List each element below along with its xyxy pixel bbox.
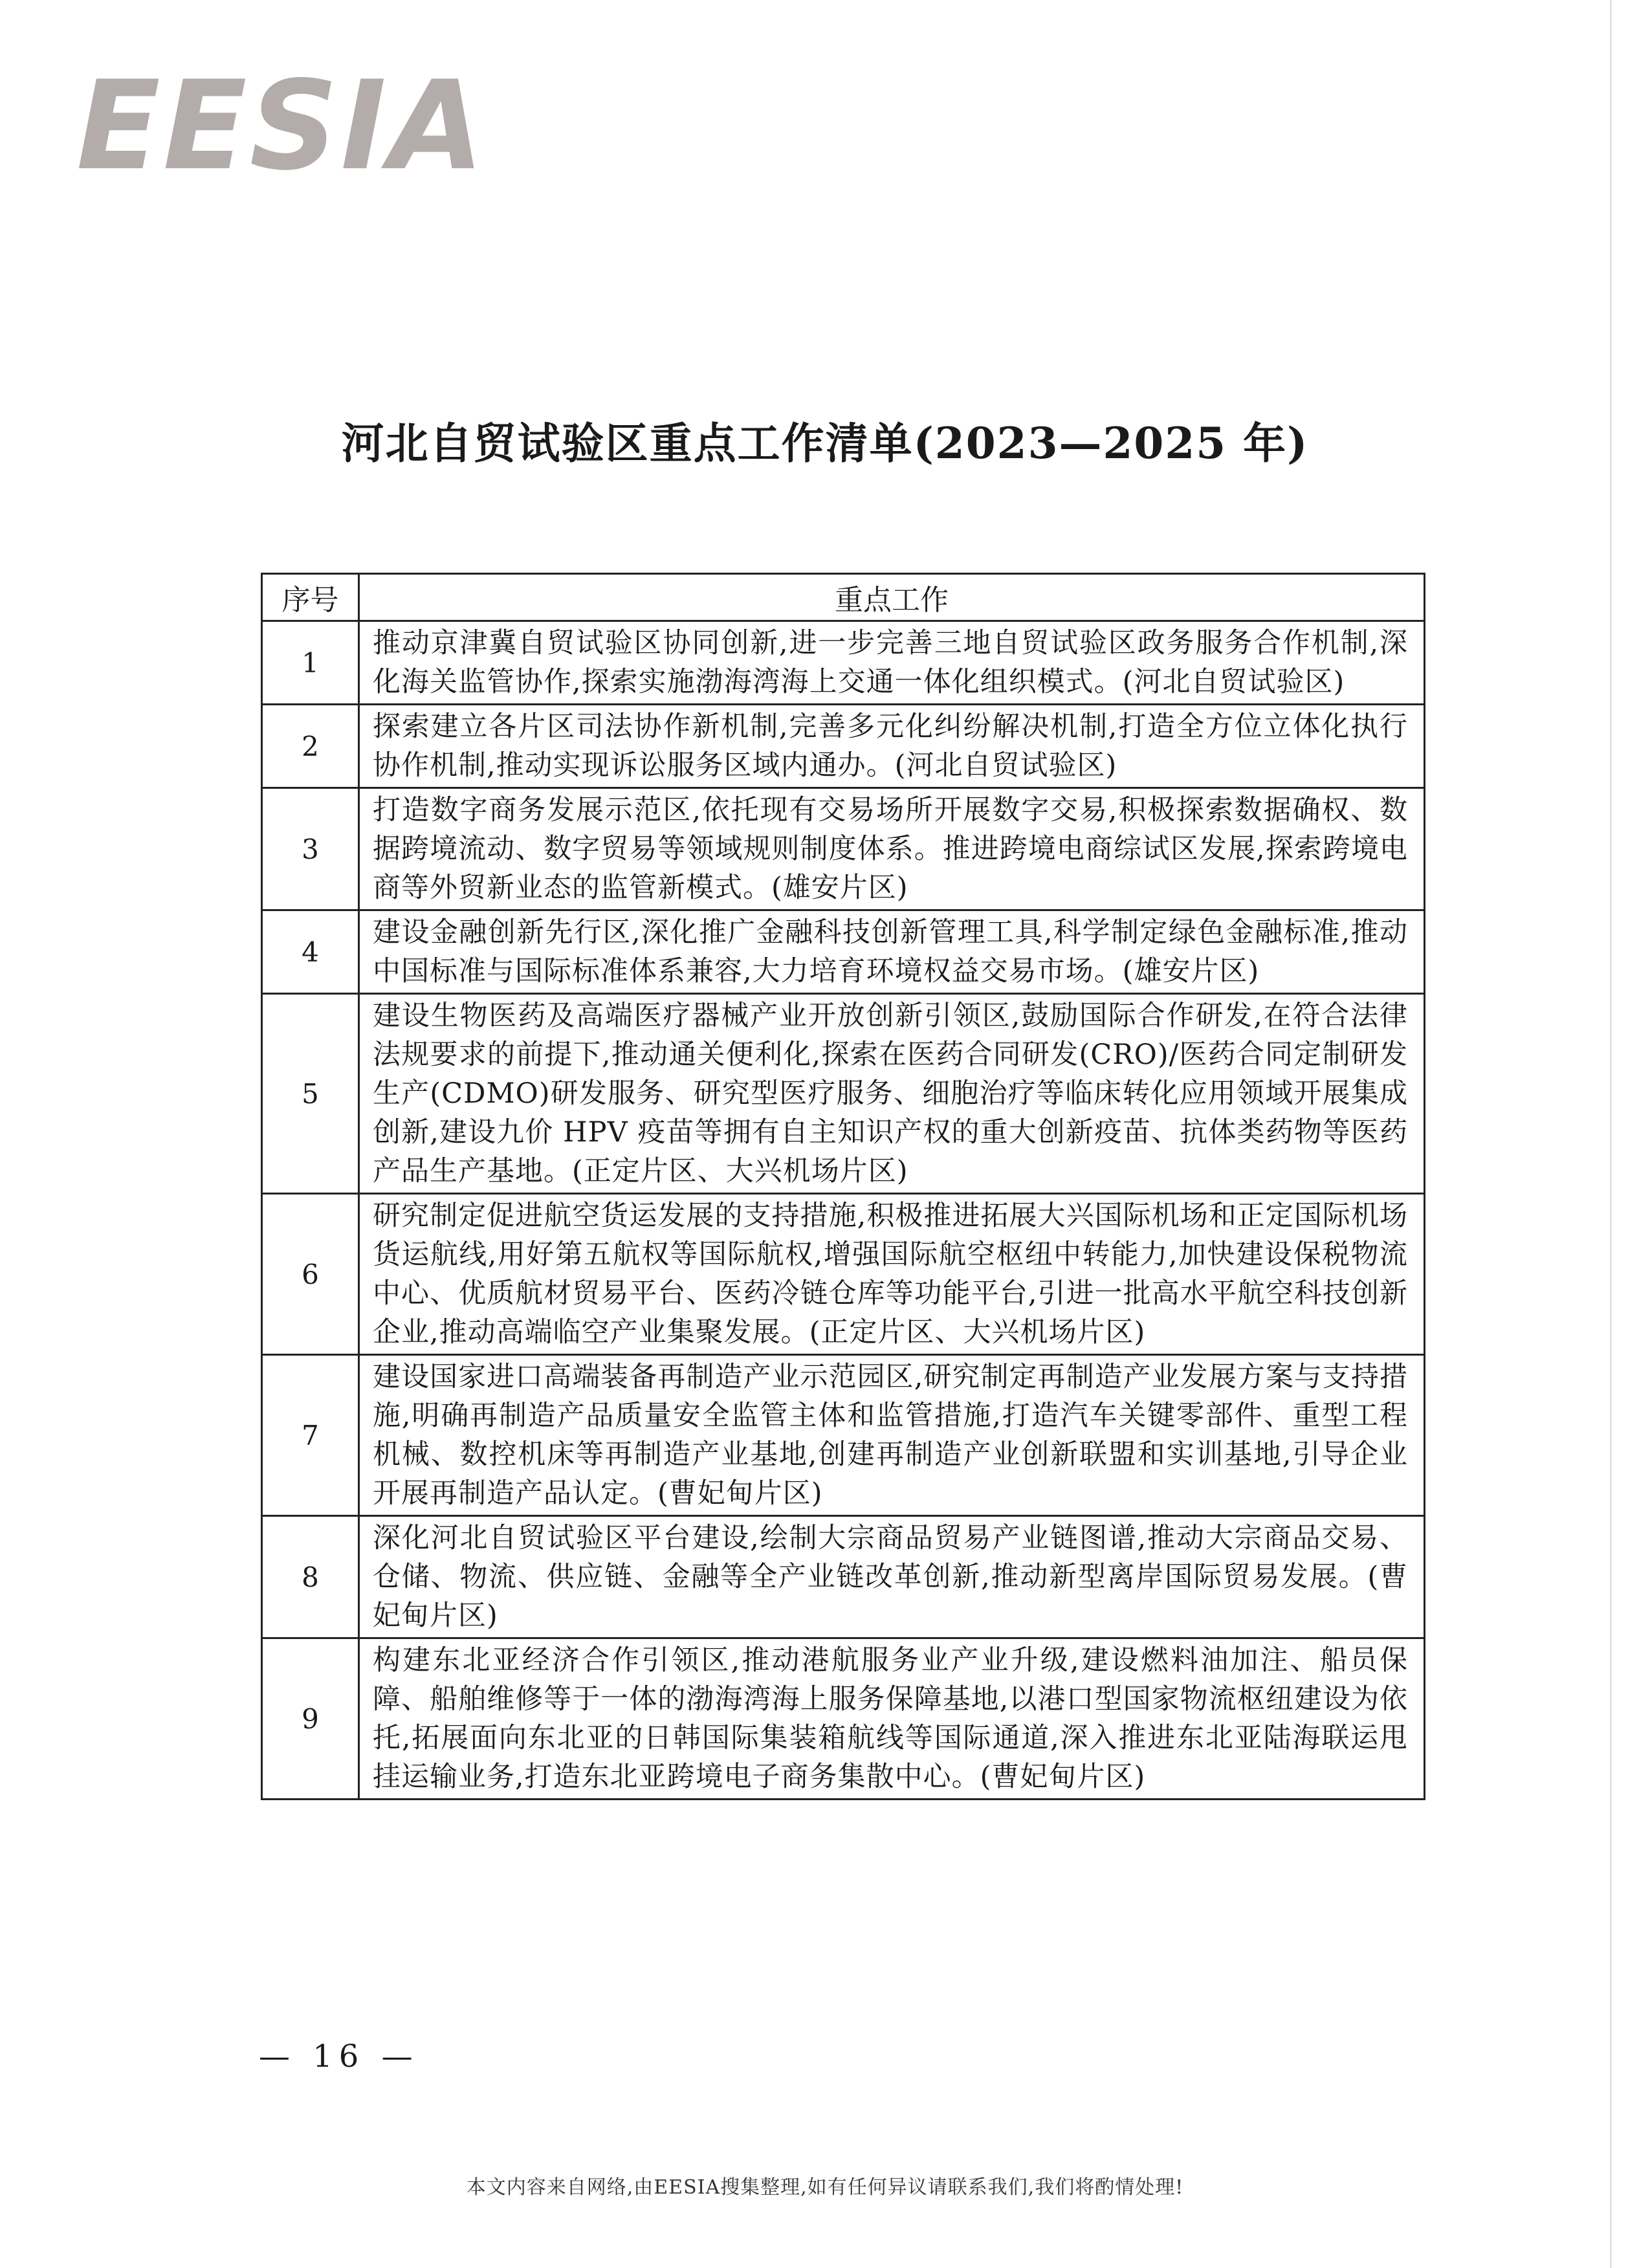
row-number: 9 [262,1638,359,1800]
row-content: 研究制定促进航空货运发展的支持措施,积极推进拓展大兴国际机场和正定国际机场货运航线,用好第五航权等国际航权,增强国际航空枢纽中转能力,加快建设保税物流中心、优质航材贸易平台、医药冷链仓库等功能平台,引进一批高水平航空科技创新企业,推动高端临空产业集聚发展。(正定片区、大兴机场片区) [359,1194,1425,1355]
table-row [262,1638,1425,1800]
table-row [262,910,1425,994]
row-content: 建设国家进口高端装备再制造产业示范园区,研究制定再制造产业发展方案与支持措施,明确再制造产品质量安全监管主体和监管措施,打造汽车关键零部件、重型工程机械、数控机床等再制造产业基地,创建再制造产业创新联盟和实训基地,引导企业开展再制造产品认定。(曹妃甸片区) [359,1355,1425,1516]
row-content: 打造数字商务发展示范区,依托现有交易场所开展数字交易,积极探索数据确权、数据跨境流动、数字贸易等领域规则制度体系。推进跨境电商综试区发展,探索跨境电商等外贸新业态的监管新模式。(雄安片区) [359,788,1425,910]
row-number: 1 [262,621,359,705]
row-content: 深化河北自贸试验区平台建设,绘制大宗商品贸易产业链图谱,推动大宗商品交易、仓储、物流、供应链、金融等全产业链改革创新,推动新型离岸国际贸易发展。(曹妃甸片区) [359,1516,1425,1638]
table-row [262,994,1425,1194]
row-content: 推动京津冀自贸试验区协同创新,进一步完善三地自贸试验区政务服务合作机制,深化海关监管协作,探索实施渤海湾海上交通一体化组织模式。(河北自贸试验区) [359,621,1425,705]
page-number: — 16 — [259,2038,419,2075]
table-row [262,788,1425,910]
table-header-row [262,574,1425,621]
table-row [262,621,1425,705]
row-number: 5 [262,994,359,1194]
table-row [262,705,1425,788]
row-content: 建设生物医药及高端医疗器械产业开放创新引领区,鼓励国际合作研发,在符合法律法规要求的前提下,推动通关便利化,探索在医药合同研发(CRO)/医药合同定制研发生产(CDMO)研发服务、研究型医疗服务、细胞治疗等临床转化应用领域开展集成创新,建设九价 HPV 疫苗等拥有自主知识产权的重大创新疫苗、抗体类药物等医药产品生产基地。(正定片区、大兴机场片区) [359,994,1425,1194]
column-header-no: 序号 [262,574,359,621]
footer-disclaimer: 本文内容来自网络,由EESIA搜集整理,如有任何异议请联系我们,我们将酌情处理! [466,2176,1184,2199]
column-header-content: 重点工作 [359,574,1425,621]
scan-edge-line [1610,0,1612,2268]
row-content: 探索建立各片区司法协作新机制,完善多元化纠纷解决机制,打造全方位立体化执行协作机制,推动实现诉讼服务区域内通办。(河北自贸试验区) [359,705,1425,788]
row-number: 7 [262,1355,359,1516]
work-list-table [261,573,1425,1800]
table-row [262,1194,1425,1355]
eesia-logo: EESIA [76,54,487,197]
row-number: 4 [262,910,359,994]
row-number: 8 [262,1516,359,1638]
row-content: 构建东北亚经济合作引领区,推动港航服务业产业升级,建设燃料油加注、船员保障、船舶维修等于一体的渤海湾海上服务保障基地,以港口型国家物流枢纽建设为依托,拓展面向东北亚的日韩国际集装箱航线等国际通道,深入推进东北亚陆海联运甩挂运输业务,打造东北亚跨境电子商务集散中心。(曹妃甸片区) [359,1638,1425,1800]
table-row [262,1516,1425,1638]
row-number: 2 [262,705,359,788]
row-number: 3 [262,788,359,910]
row-number: 6 [262,1194,359,1355]
table-row [262,1355,1425,1516]
row-content: 建设金融创新先行区,深化推广金融科技创新管理工具,科学制定绿色金融标准,推动中国标准与国际标准体系兼容,大力培育环境权益交易市场。(雄安片区) [359,910,1425,994]
page-title: 河北自贸试验区重点工作清单(2023—2025 年) [341,418,1309,468]
